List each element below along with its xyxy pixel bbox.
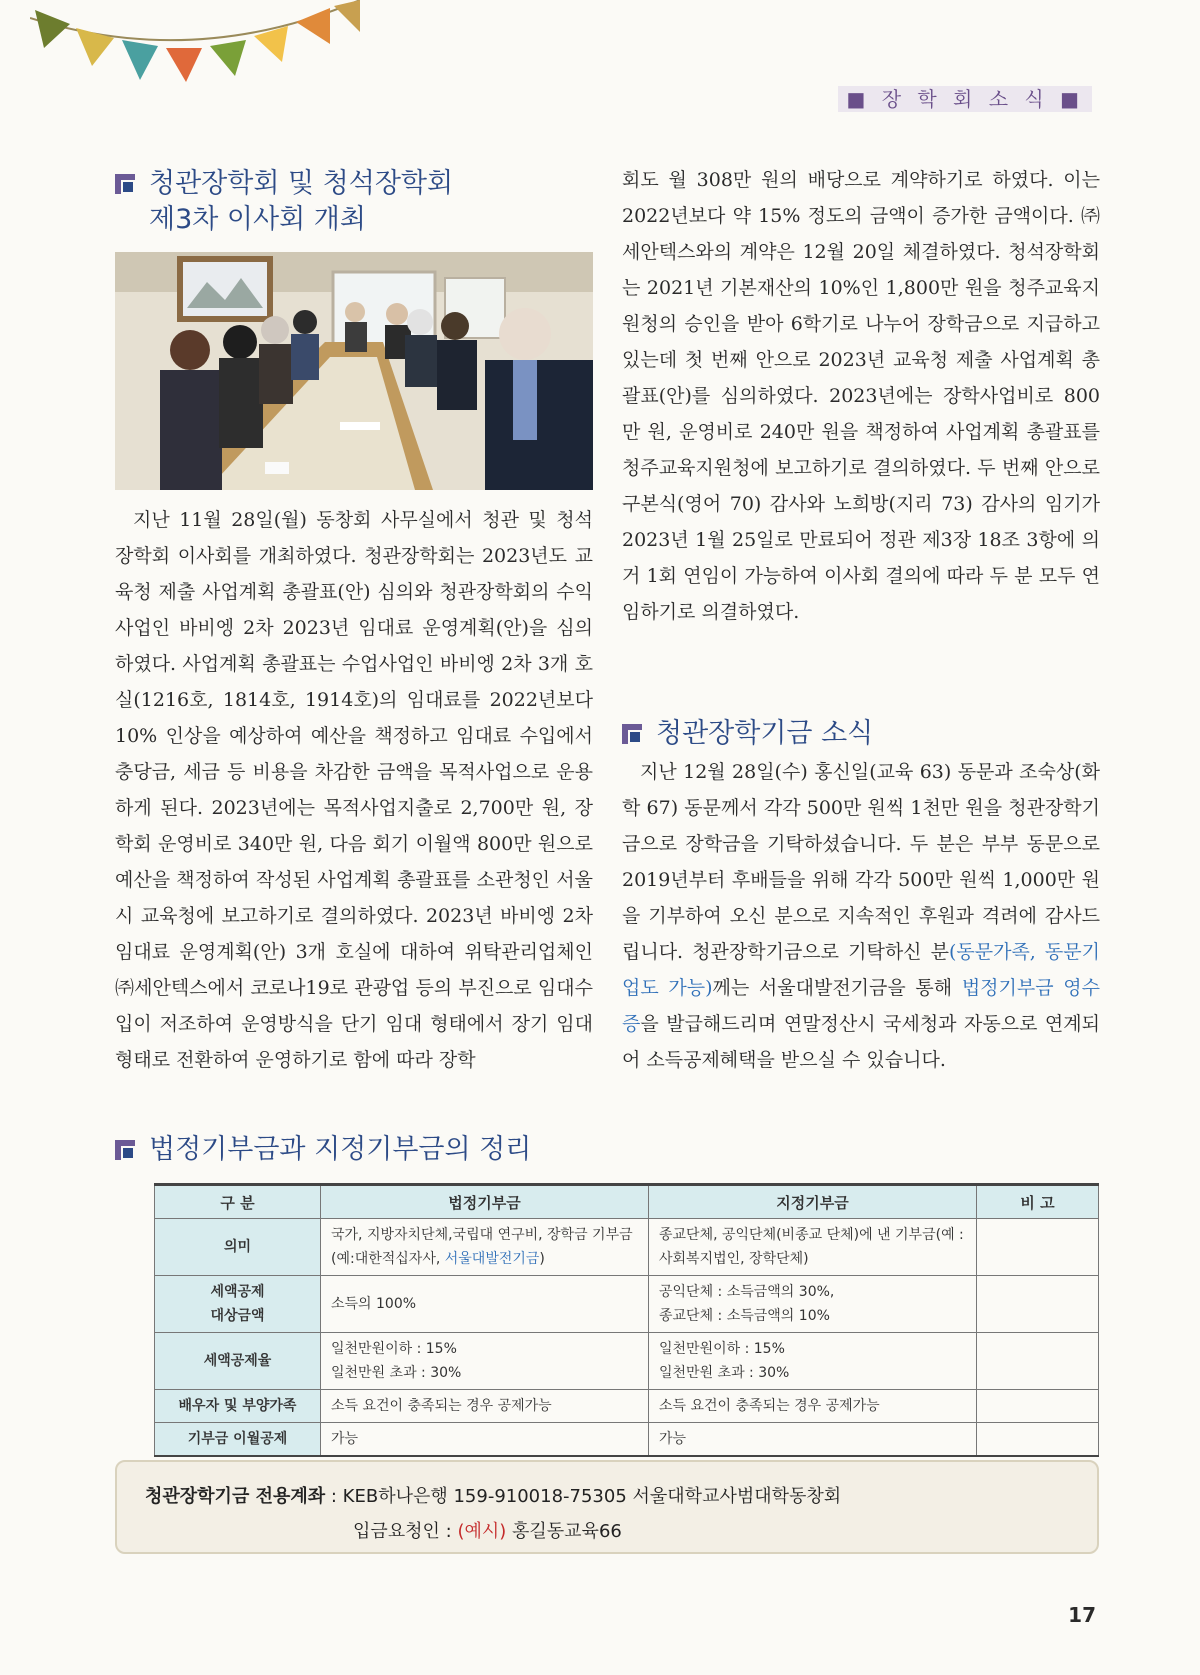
col-header-designated: 지정기부금 (649, 1185, 977, 1219)
donation-comparison-table (154, 1183, 1099, 1457)
page-number: 17 (1068, 1603, 1096, 1627)
table-row: 세액공제 대상금액 소득의 100% 공익단체 : 소득금액의 30%, 종교단체 : 소득금액의 10% (155, 1276, 1099, 1333)
table-row: 세액공제율 일천만원이하 : 15% 일천만원 초과 : 30% 일천만원이하 : 15% 일천만원 초과 : 30% (155, 1333, 1099, 1390)
article1-heading (115, 166, 453, 238)
col-header-legal: 법정기부금 (321, 1185, 649, 1219)
article1-title-line1: 청관장학회 및 청석장학회 (149, 168, 454, 199)
receipt-highlight: 법정기부금 영수증 (622, 977, 1100, 1035)
account-label: 청관장학기금 전용계좌 (145, 1486, 326, 1507)
section-tag: ■ 장 학 회 소 식 ■ (838, 86, 1092, 112)
article3-title: 법정기부금과 지정기부금의 정리 (149, 1134, 532, 1165)
article2-title: 청관장학기금 소식 (656, 718, 874, 749)
article3-heading (115, 1132, 531, 1168)
table-row: 의미 국가, 지방자치단체,국립대 연구비, 장학금 기부금(예:대한적십자사, 서울대발전기금) 종교단체, 공익단체(비종교 단체)에 낸 기부금(예 : 사회복지법인, 장학단체) (155, 1219, 1099, 1276)
board-meeting-photo (115, 252, 593, 490)
heading-bullet-icon (622, 724, 642, 744)
article1-title-line2: 제3차 이사회 개최 (149, 204, 366, 235)
heading-bullet-icon (115, 1140, 135, 1160)
table-row: 배우자 및 부양가족 소득 요건이 충족되는 경우 공제가능 소득 요건이 충족되는 경우 공제가능 (155, 1390, 1099, 1423)
account-info-box: 청관장학기금 전용계좌 : KEB하나은행 159-910018-75305 서울대학교사범대학동창회 입금요청인 : (예시) 홍길동교육66 (115, 1460, 1099, 1554)
heading-bullet-icon (115, 174, 135, 194)
bank-account: KEB하나은행 159-910018-75305 서울대학교사범대학동창회 (342, 1486, 842, 1507)
family-business-note: (동문가족, 동문기업도 가능) (622, 941, 1100, 999)
article2-body: 지난 12월 28일(수) 홍신일(교육 63) 동문과 조숙상(화학 67) 동문께서 각각 500만 원씩 1천만 원을 청관장학기금으로 장학금을 기탁하셨습니다. 두 분은 부부 동문으로 2019년부터 후배들을 위해 각각 500만 원씩 1,000만 원을 기부하여 오신 분으로 지속적인 후원과 격려에 감사드립니다. 청관장학기금으로 기탁하신 분(동문가족, 동문기업도 가능)께는 서울대발전기금을 통해 법정기부금 영수증을 발급해드리며 연말정산시 국세청과 자동으로 연계되어 소득공제혜택을 받으실 수 있습니다. (622, 761, 1100, 1071)
article1-body-col2: 회도 월 308만 원의 배당으로 계약하기로 하였다. 이는 2022년보다 약 15% 정도의 금액이 증가한 금액이다. ㈜세안텍스와의 계약은 12월 20일 체결하였다. 청석장학회는 2021년 기본재산의 10%인 1,800만 원을 청주교육지원청의 승인을 받아 6학기로 나누어 장학금으로 지급하고 있는데 첫 번째 안으로 2023년 교육청 제출 사업계획 총괄표(안)를 심의하였다. 2023년에는 장학사업비로 800만 원, 운영비로 240만 원을 책정하여 사업계획 총괄표를 청주교육지원청에 보고하기로 결의하였다. 두 번째 안으로 구본식(영어 70) 감사와 노희방(지리 73) 감사의 임기가 2023년 1월 25일로 만료되어 정관 제3장 18조 3항에 의거 1회 연임이 가능하여 이사회 결의에 따라 두 분 모두 연임하기로 의결하였다. (622, 169, 1100, 623)
bunting-decoration (30, 0, 360, 95)
table-header-row (155, 1185, 1099, 1219)
col-header-category: 구 분 (155, 1185, 321, 1219)
article1-body-col1: 지난 11월 28일(월) 동창회 사무실에서 청관 및 청석 장학회 이사회를 개최하였다. 청관장학회는 2023년도 교육청 제출 사업계획 총괄표(안) 심의와 청관장학회의 수익사업인 바비엥 2차 2023년 임대료 운영계획(안)을 심의하였다. 사업계획 총괄표는 수업사업인 바비엥 2차 3개 호실(1216호, 1814호, 1914호)의 임대료를 2022년보다 10% 인상을 예상하여 예산을 책정하고 임대료 수입에서 충당금, 세금 등 비용을 차감한 금액을 목적사업으로 운용하게 된다. 2023년에는 목적사업지출로 2,700만 원, 장학회 운영비로 340만 원, 다음 회기 이월액 800만 원으로 예산을 책정하여 작성된 사업계획 총괄표를 소관청인 서울시 교육청에 보고하기로 결의하였다. 2023년 바비엥 2차 임대료 운영계획(안) 3개 호실에 대하여 위탁관리업체인 ㈜세안텍스에서 코로나19로 관광업 등의 부진으로 임대수입이 저조하여 운영방식을 단기 임대 형태에서 장기 임대 형태로 전환하여 운영하기로 함에 따라 장학 (115, 509, 593, 1071)
table-row: 기부금 이월공제 가능 가능 (155, 1423, 1099, 1457)
example-tag: (예시) (457, 1521, 507, 1542)
article2-heading (622, 716, 873, 752)
example-name: 홍길동교육66 (506, 1521, 622, 1542)
col-header-note: 비 고 (977, 1185, 1099, 1219)
